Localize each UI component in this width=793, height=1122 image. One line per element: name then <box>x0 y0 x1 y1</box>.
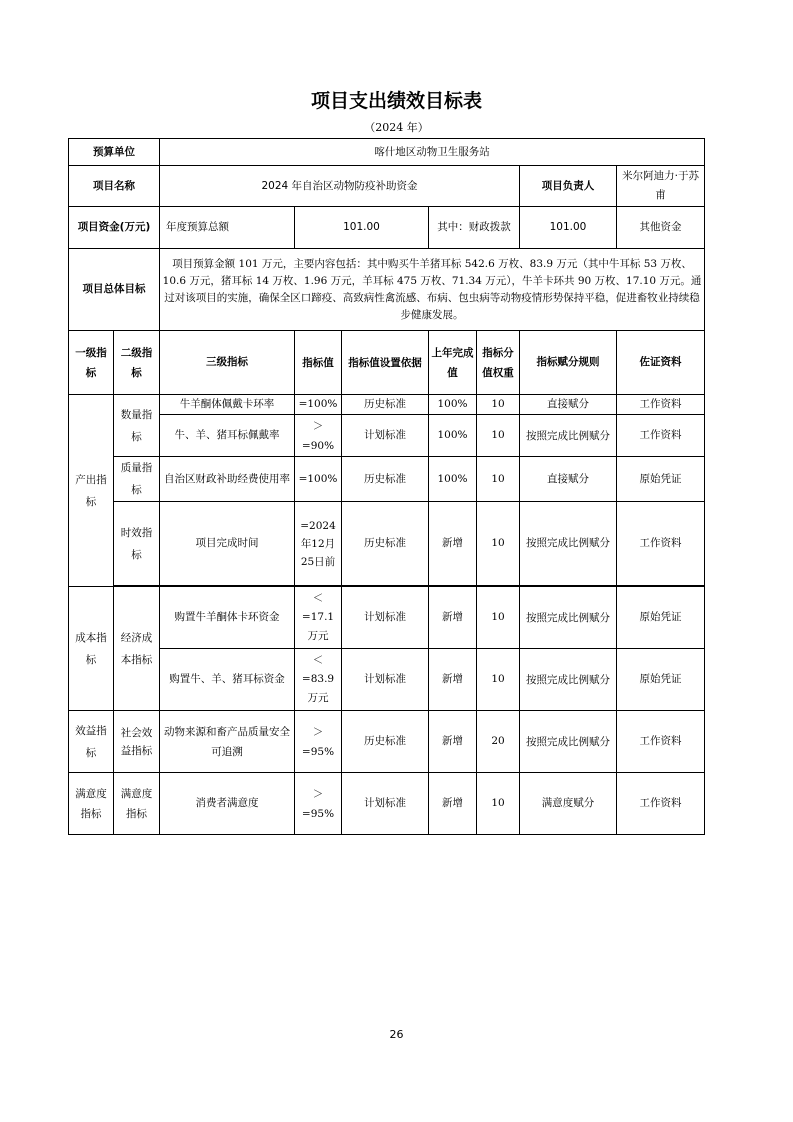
project-owner-value: 米尔阿迪力·于苏甫 <box>617 166 705 207</box>
row-name: 消费者满意度 <box>160 773 295 835</box>
row-prev: 100% <box>429 457 477 502</box>
row-rule: 直接赋分 <box>520 395 617 415</box>
project-name-value: 2024 年自治区动物防疫补助资金 <box>160 166 520 207</box>
row-prev: 100% <box>429 395 477 415</box>
budget-unit-value: 喀什地区动物卫生服务站 <box>160 139 705 166</box>
subgroup-timeliness: 时效指标 <box>114 502 160 586</box>
row-value: =100% <box>295 457 342 502</box>
header-prev: 上年完成值 <box>429 331 477 395</box>
header-level3: 三级指标 <box>160 331 295 395</box>
row-value: ＜=17.1万元 <box>295 587 342 649</box>
row-weight: 10 <box>477 395 520 415</box>
funds-label: 项目资金(万元) <box>69 207 160 249</box>
row-rule: 满意度赋分 <box>520 773 617 835</box>
row-basis: 历史标准 <box>342 395 429 415</box>
project-row <box>69 166 705 207</box>
group-output: 产出指标 <box>69 395 114 587</box>
row-rule: 按照完成比例赋分 <box>520 711 617 773</box>
row-rule: 按照完成比例赋分 <box>520 415 617 457</box>
budget-unit-label: 预算单位 <box>69 139 160 166</box>
subgroup-social: 社会效益指标 <box>114 711 160 773</box>
header-weight: 指标分值权重 <box>477 331 520 395</box>
row-basis: 历史标准 <box>342 502 429 586</box>
table-row <box>69 773 705 835</box>
funds-row <box>69 207 705 249</box>
row-value: =2024年12月25日前 <box>295 502 342 586</box>
row-name: 牛、羊、猪耳标佩戴率 <box>160 415 295 457</box>
annual-budget-value: 101.00 <box>295 207 429 249</box>
row-name: 购置牛羊酮体卡环资金 <box>160 587 295 649</box>
row-rule: 直接赋分 <box>520 457 617 502</box>
table-row <box>69 395 705 415</box>
row-name: 自治区财政补助经费使用率 <box>160 457 295 502</box>
row-prev: 新增 <box>429 587 477 649</box>
header-value: 指标值 <box>295 331 342 395</box>
page-title: 项目支出绩效目标表 <box>310 90 482 112</box>
year-label: （2024 年） <box>364 121 429 134</box>
row-basis: 计划标准 <box>342 773 429 835</box>
row-name: 动物来源和畜产品质量安全可追溯 <box>160 711 295 773</box>
row-prev: 新增 <box>429 711 477 773</box>
row-evidence: 原始凭证 <box>617 457 705 502</box>
row-rule: 按照完成比例赋分 <box>520 502 617 586</box>
row-weight: 10 <box>477 502 520 586</box>
subgroup-economic: 经济成本指标 <box>114 587 160 711</box>
row-evidence: 工作资料 <box>617 773 705 835</box>
table-row <box>69 587 705 649</box>
row-basis: 历史标准 <box>342 457 429 502</box>
row-value: ＜=83.9万元 <box>295 649 342 711</box>
page-number: 26 <box>389 1028 404 1041</box>
project-name-label: 项目名称 <box>69 166 160 207</box>
row-prev: 100% <box>429 415 477 457</box>
row-evidence: 工作资料 <box>617 711 705 773</box>
goal-label: 项目总体目标 <box>69 249 160 331</box>
annual-budget-label: 年度预算总额 <box>160 207 295 249</box>
header-level1: 一级指标 <box>69 331 114 395</box>
row-name: 项目完成时间 <box>160 502 295 586</box>
row-weight: 10 <box>477 457 520 502</box>
fiscal-funds-value: 101.00 <box>520 207 617 249</box>
header-rule: 指标赋分规则 <box>520 331 617 395</box>
subgroup-quality: 质量指标 <box>114 457 160 502</box>
group-cost: 成本指标 <box>69 587 114 711</box>
row-basis: 计划标准 <box>342 649 429 711</box>
group-benefit: 效益指标 <box>69 711 114 773</box>
row-weight: 20 <box>477 711 520 773</box>
row-prev: 新增 <box>429 649 477 711</box>
table-row <box>69 502 705 586</box>
header-basis: 指标值设置依据 <box>342 331 429 395</box>
row-value: ＞=95% <box>295 711 342 773</box>
table-row <box>69 711 705 773</box>
row-evidence: 工作资料 <box>617 502 705 586</box>
header-evidence: 佐证资料 <box>617 331 705 395</box>
header-row <box>69 331 705 395</box>
row-evidence: 原始凭证 <box>617 587 705 649</box>
row-rule: 按照完成比例赋分 <box>520 649 617 711</box>
row-name: 购置牛、羊、猪耳标资金 <box>160 649 295 711</box>
goal-row <box>69 249 705 331</box>
row-weight: 10 <box>477 587 520 649</box>
table-row <box>69 457 705 502</box>
other-funds-label: 其他资金 <box>617 207 705 249</box>
row-weight: 10 <box>477 773 520 835</box>
row-basis: 计划标准 <box>342 587 429 649</box>
table-row <box>69 415 705 457</box>
row-evidence: 原始凭证 <box>617 649 705 711</box>
budget-unit-row <box>69 139 705 166</box>
row-evidence: 工作资料 <box>617 415 705 457</box>
goal-text: 项目预算金额 101 万元，主要内容包括：其中购买牛羊猪耳标 542.6 万枚、83.9 万元（其中牛耳标 53 万枚、10.6 万元，猪耳标 14 万枚、1.96 万元，羊耳标 475 万枚、71.34 万元），牛羊卡环共 90 万枚、17.10 万元。通过对该项目的实施，确保全区口蹄疫、高致病性禽流感、布病、包虫病等动物疫情形势保持平稳，促进畜牧业持续稳步健康发展。 <box>160 249 705 331</box>
fiscal-funds-label: 其中：财政拨款 <box>429 207 520 249</box>
row-weight: 10 <box>477 649 520 711</box>
row-value: =100% <box>295 395 342 415</box>
row-weight: 10 <box>477 415 520 457</box>
subgroup-satisfaction: 满意度指标 <box>114 773 160 835</box>
row-rule: 按照完成比例赋分 <box>520 587 617 649</box>
performance-table <box>68 138 705 835</box>
row-evidence: 工作资料 <box>617 395 705 415</box>
row-name: 牛羊酮体佩戴卡环率 <box>160 395 295 415</box>
project-owner-label: 项目负责人 <box>520 166 617 207</box>
row-prev: 新增 <box>429 773 477 835</box>
row-prev: 新增 <box>429 502 477 586</box>
group-satisfaction: 满意度指标 <box>69 773 114 835</box>
subgroup-quantity: 数量指标 <box>114 395 160 457</box>
row-basis: 计划标准 <box>342 415 429 457</box>
header-level2: 二级指标 <box>114 331 160 395</box>
row-basis: 历史标准 <box>342 711 429 773</box>
row-value: ＞=90% <box>295 415 342 457</box>
table-row <box>69 649 705 711</box>
row-value: ＞=95% <box>295 773 342 835</box>
